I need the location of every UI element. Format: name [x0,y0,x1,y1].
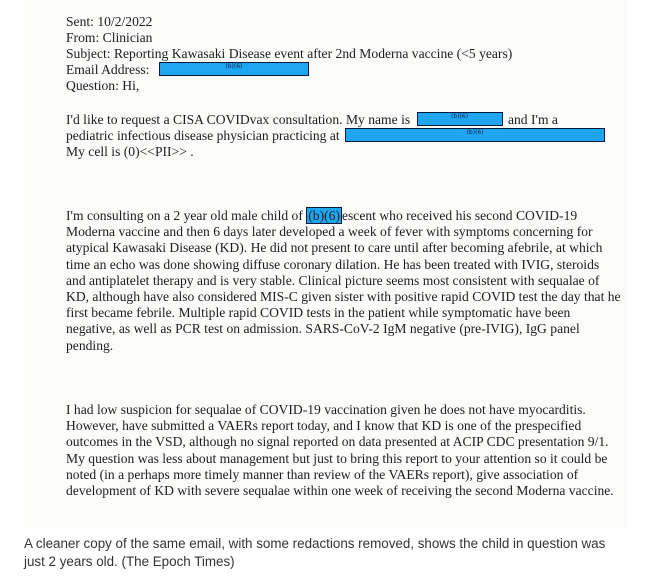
email-sent-line: Sent: 10/2/2022 [66,14,153,29]
redaction-label: (b)(6) [225,63,243,70]
email-from-line: From: Clinician [66,30,153,45]
redaction-label: (b)(6) [451,113,469,120]
intro-line-1 [66,112,558,128]
image-caption: A cleaner copy of the same email, with some redactions removed, shows the child in question was just 2 years old. (The Epoch Times) [24,536,606,569]
paragraph1-rest: escent who received his second COVID-19 Moderna vaccine and then 6 days later developed a week of fever with symptoms concerning for atypical Kawasaki Disease (KD). He did not present to care until after becoming afebrile, at which time an echo was done showing diffuse coronary dilation. He has been treated with IVIG, steroids and antiplatelet therapy and is very stable. Clinical picture seems most consistent with sequalae of KD, although have also considered MIS-C given sister with positive rapid COVID test the day that he first became febrile. Multiple rapid COVID tests in the patient while symptomatic have been negative, as well as PCR test on admission. SARS-CoV-2 IgM negative (pre-IVIG), IgG panel pending. [66,208,621,353]
redaction-label: (b)(6) [466,129,484,136]
vaccination-paragraph: I had low suspicion for sequalae of COVID-19 vaccination given he does not have myocarditis. However, have submitted a VAERs report today, and I know that KD is one of the prespecified outcomes in the VSD, although no signal reported on data presented at ACIP CDC presentation 9/1. My question was less about management but just to bring this report to your attention so it could be noted (in a perhaps more timely manner than review of the VAERs report), give association of development of KD with severe sequalae within one week of receiving the second Moderna vaccine. [66,402,614,499]
intro-line-2 [66,128,605,144]
redaction-box-descent: (b)(6) [308,208,340,223]
email-subject-line: Subject: Reporting Kawasaki Disease event after 2nd Moderna vaccine (<5 years) [66,46,513,61]
intro-cell-line: My cell is (0)<<PII>> . [66,144,194,159]
email-address-line [66,62,309,78]
intro-text-2: and I'm a [507,112,558,127]
clinical-paragraph [66,208,622,354]
email-address-label: Email Address: [66,62,150,77]
intro-text-3: pediatric infectious disease physician practicing at [66,128,340,143]
email-document-scan [24,0,628,528]
redaction-box-institution [345,128,605,142]
email-question-line: Question: Hi, [66,78,140,93]
redaction-box-name [417,112,503,126]
redaction-box-email [159,62,309,76]
paragraph1-start: I'm consulting on a 2 year old male child of [66,208,307,223]
intro-text-1: I'd like to request a CISA COVIDvax consultation. My name is [66,112,411,127]
